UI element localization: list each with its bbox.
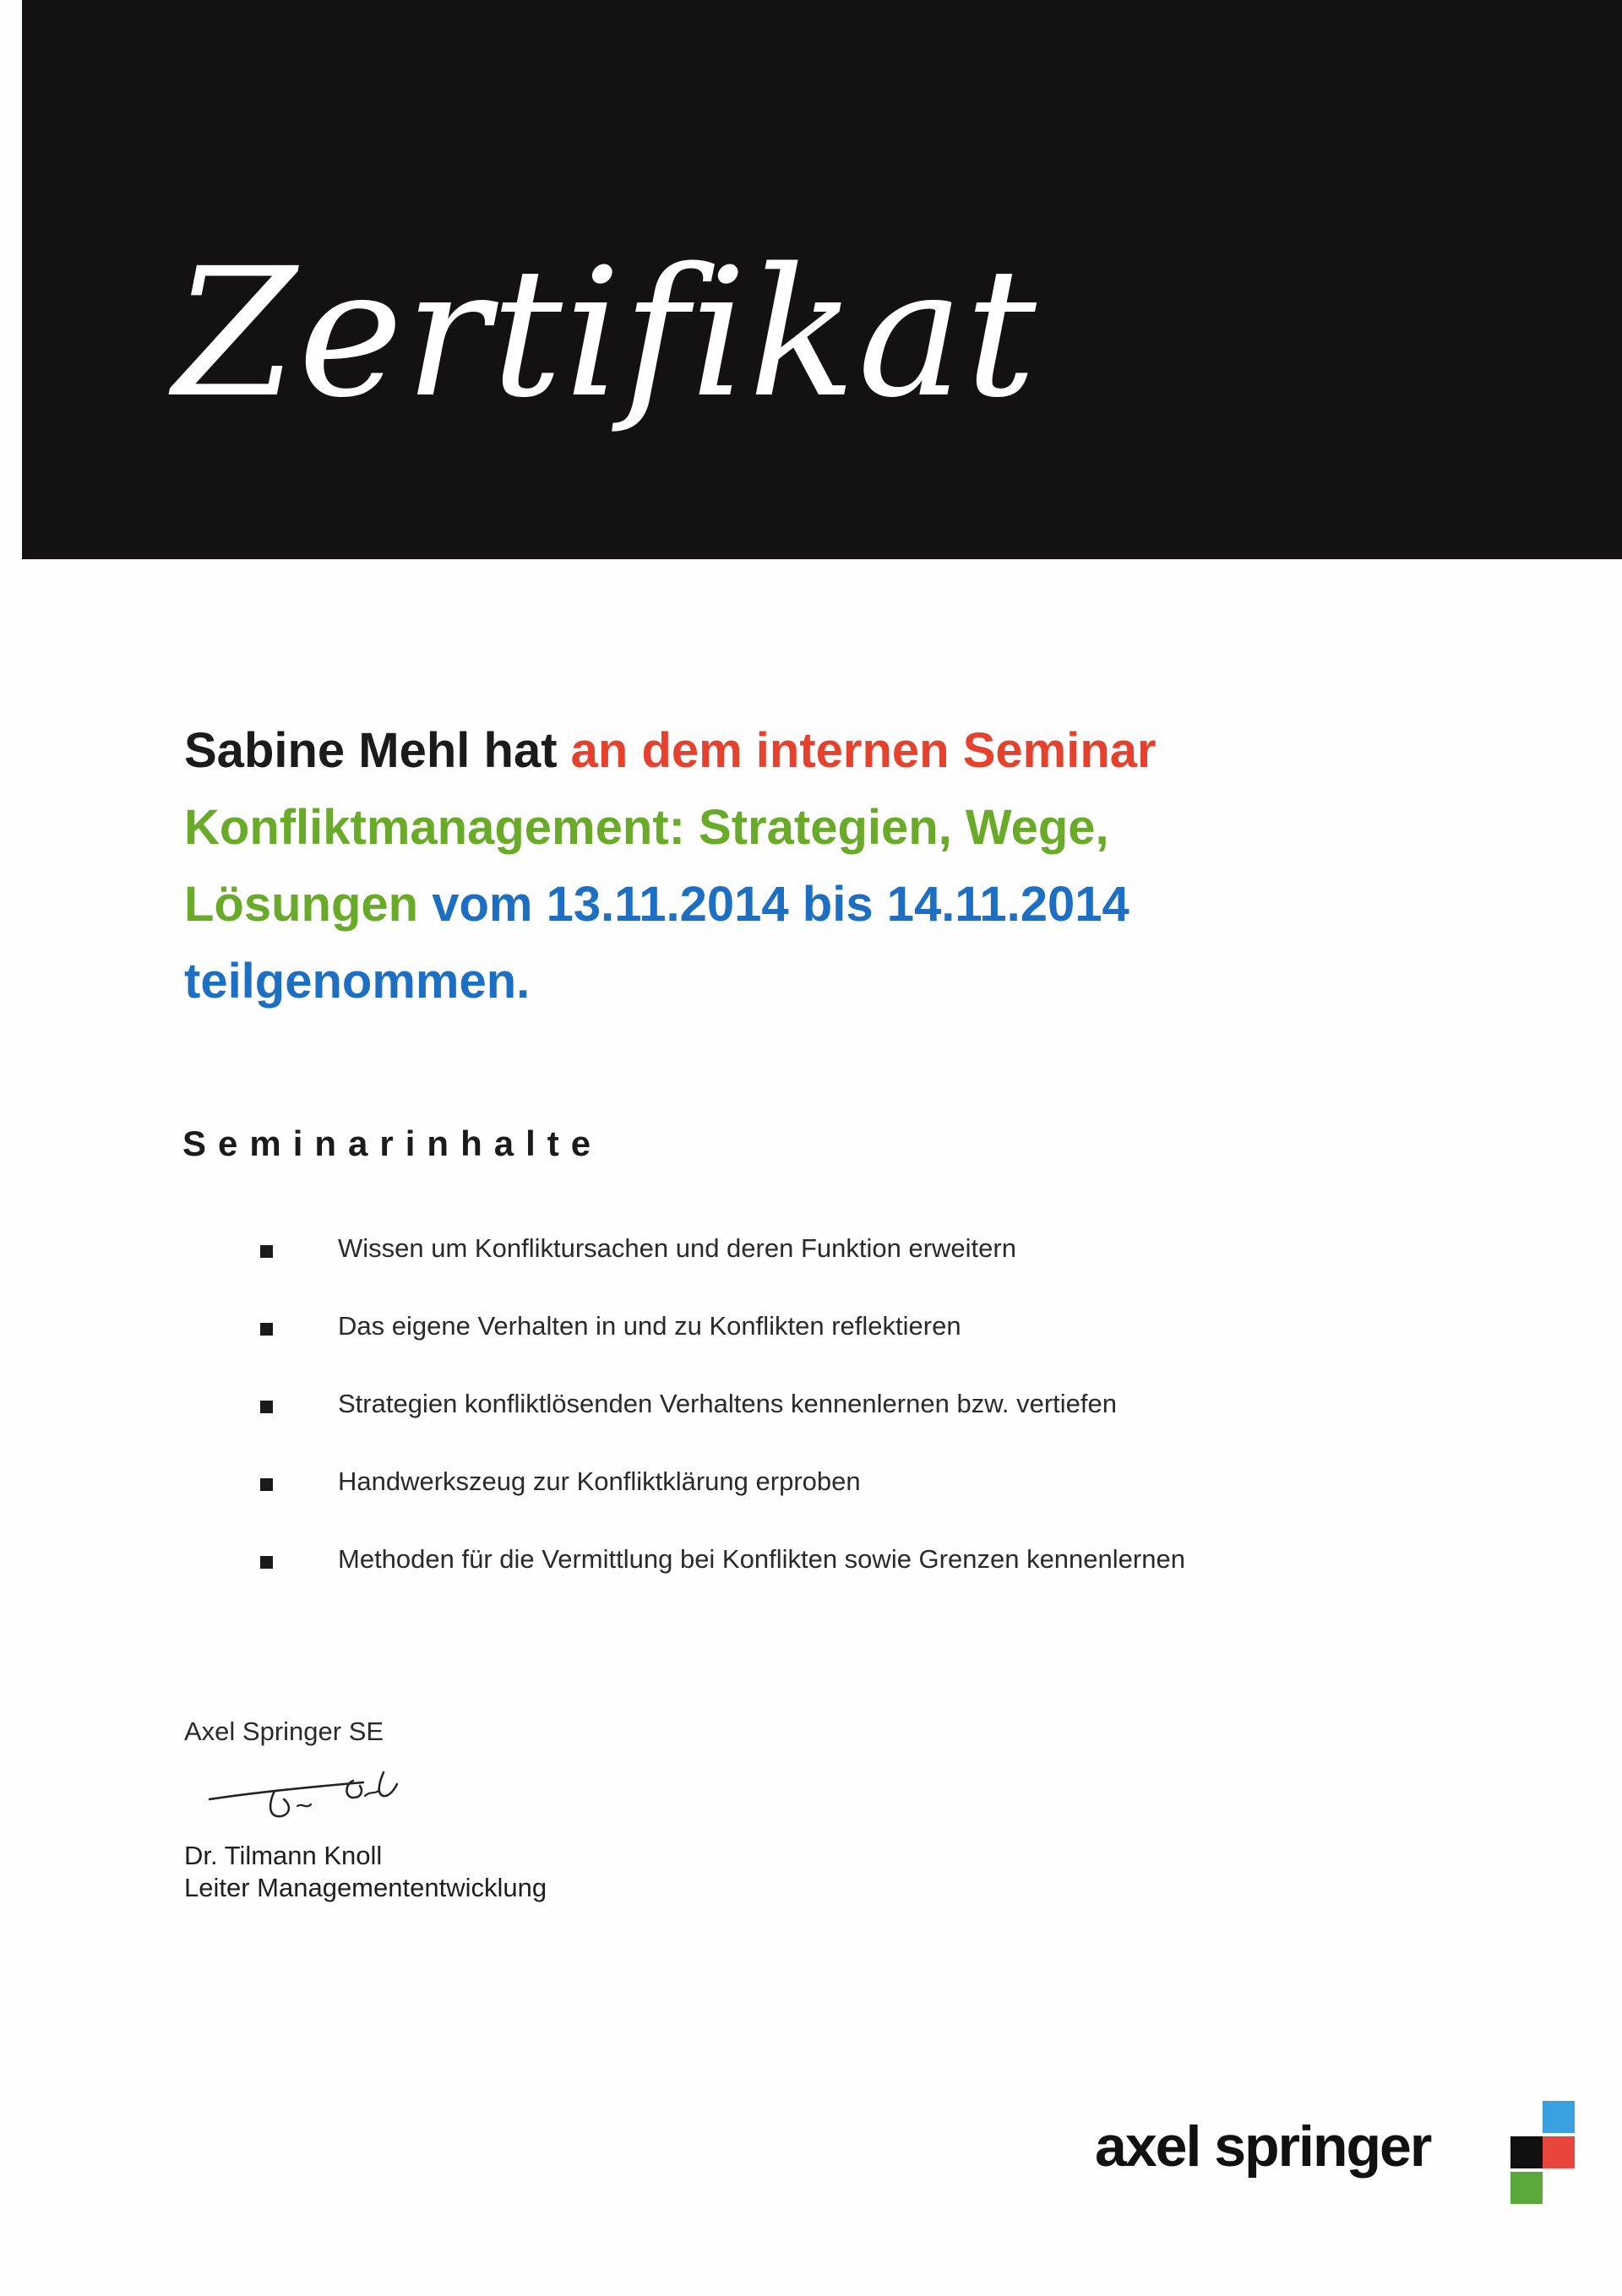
signer-title: Leiter Managemententwicklung (184, 1873, 547, 1902)
square-bullet-icon (260, 1401, 273, 1413)
seminar-title-line1: Konfliktmanagement: Strategien, Wege, (184, 800, 1109, 855)
list-item (253, 1458, 1436, 1536)
seminar-title-line2: Lösungen (184, 877, 419, 932)
seminar-contents-heading: Seminarinhalte (182, 1124, 603, 1163)
list-item-text: Methoden für die Vermittlung bei Konflikten sowie Grenzen kennenlernen (338, 1544, 1185, 1574)
square-bullet-icon (260, 1245, 273, 1258)
brand-wordmark: axel springer (1095, 2114, 1431, 2179)
list-item-text: Handwerkszeug zur Konfliktklärung erproben (338, 1466, 861, 1496)
signer-name: Dr. Tilmann Knoll (184, 1841, 383, 1870)
square-bullet-icon (260, 1323, 273, 1336)
certificate-title: Zertifikat (173, 230, 1038, 437)
issuing-organization: Axel Springer SE (184, 1717, 384, 1746)
list-item (253, 1303, 1436, 1380)
list-item (253, 1536, 1436, 1613)
square-bullet-icon (260, 1556, 273, 1569)
list-item (253, 1225, 1436, 1303)
participation-statement (184, 712, 1451, 1020)
list-item-text: Strategien konfliktlösenden Verhaltens kennenlernen bzw. vertiefen (338, 1389, 1117, 1418)
square-bullet-icon (260, 1478, 273, 1491)
seminar-dates: vom 13.11.2014 bis 14.11.2014 (432, 877, 1129, 932)
handwritten-signature (203, 1766, 456, 1850)
participation-closing: teilgenommen. (184, 954, 531, 1009)
seminar-contents-list (253, 1225, 1436, 1613)
seminar-intro: an dem internen Seminar (570, 723, 1157, 778)
list-item-text: Das eigene Verhalten in und zu Konflikten reflektieren (338, 1311, 961, 1341)
signer-block (184, 1840, 547, 1904)
list-item (253, 1380, 1436, 1458)
list-item-text: Wissen um Konfliktursachen und deren Funktion erweitern (338, 1233, 1016, 1263)
participant-name: Sabine Mehl hat (184, 723, 558, 778)
axel-springer-logo-icon (1505, 2101, 1575, 2206)
